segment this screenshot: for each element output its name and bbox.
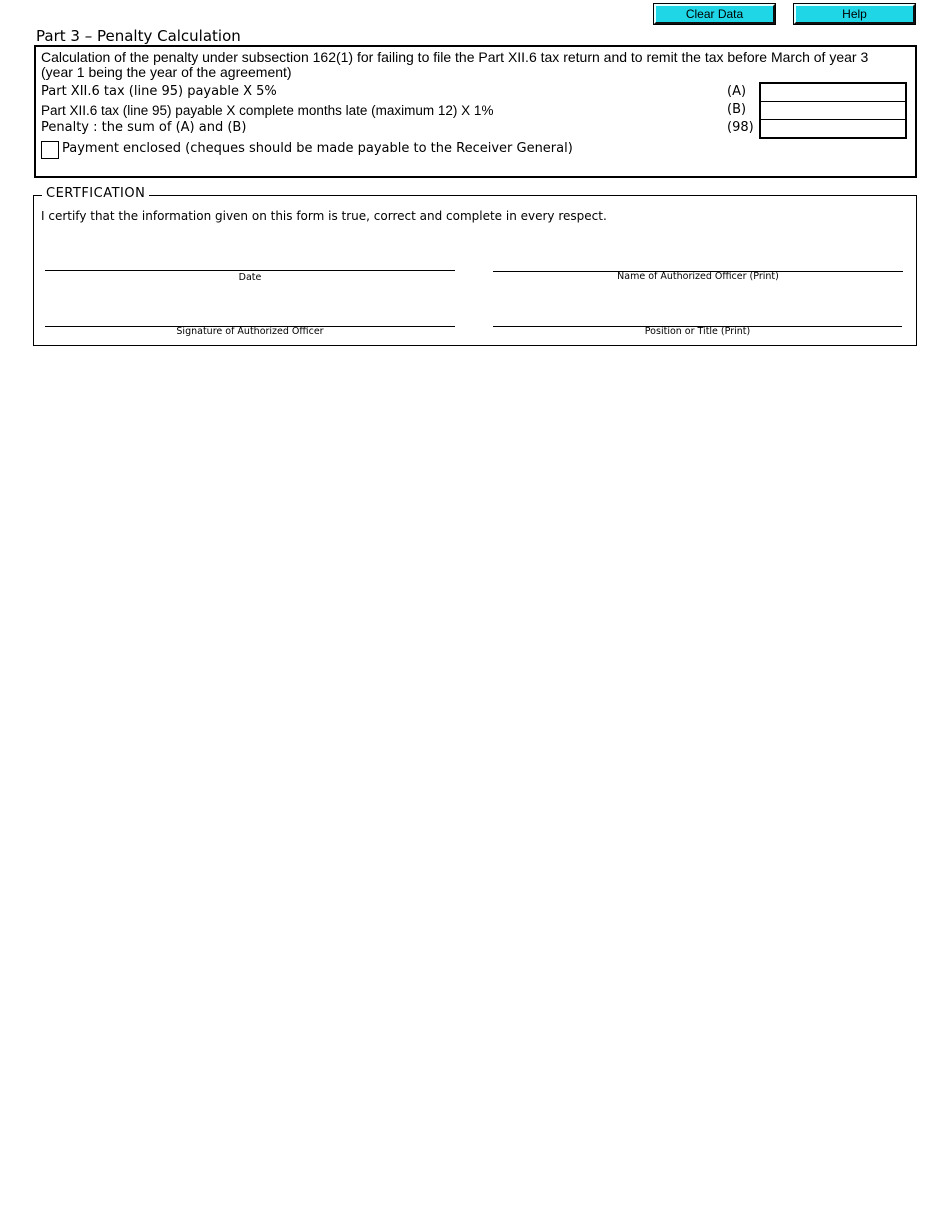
clear-data-button[interactable]: Clear Data	[654, 4, 775, 24]
line-b-text: Part XII.6 tax (line 95) payable X complete months late (maximum 12) X 1%	[41, 103, 494, 118]
line-a-text: Part XII.6 tax (line 95) payable X 5%	[41, 84, 277, 99]
penalty-intro-text: Calculation of the penalty under subsection 162(1) for failing to file the Part XII.6 tax return and to remit the tax before March of year 3 (year 1 being the year of the agreement)	[41, 49, 869, 80]
part-title: Part 3 – Penalty Calculation	[36, 27, 241, 45]
date-input[interactable]	[45, 270, 455, 271]
line-98-text: Penalty : the sum of (A) and (B)	[41, 120, 247, 135]
date-label: Date	[238, 272, 262, 283]
officer-name-label: Name of Authorized Officer (Print)	[617, 271, 779, 282]
payment-enclosed-checkbox[interactable]	[41, 141, 59, 159]
line-a-code: (A)	[727, 84, 747, 99]
line-98-code: (98)	[727, 120, 754, 135]
payment-enclosed-label: Payment enclosed (cheques should be made payable to the Receiver General)	[62, 141, 573, 156]
line-b-code: (B)	[727, 102, 747, 117]
signature-label: Signature of Authorized Officer	[176, 326, 324, 337]
help-button[interactable]: Help	[794, 4, 915, 24]
line-98-input[interactable]	[760, 119, 906, 138]
position-title-label: Position or Title (Print)	[644, 326, 751, 337]
line-b-input[interactable]	[760, 101, 906, 120]
certification-statement: I certify that the information given on this form is true, correct and complete in every respect.	[41, 209, 607, 223]
certification-legend: CERTFICATION	[42, 186, 149, 201]
line-a-input[interactable]	[760, 83, 906, 102]
